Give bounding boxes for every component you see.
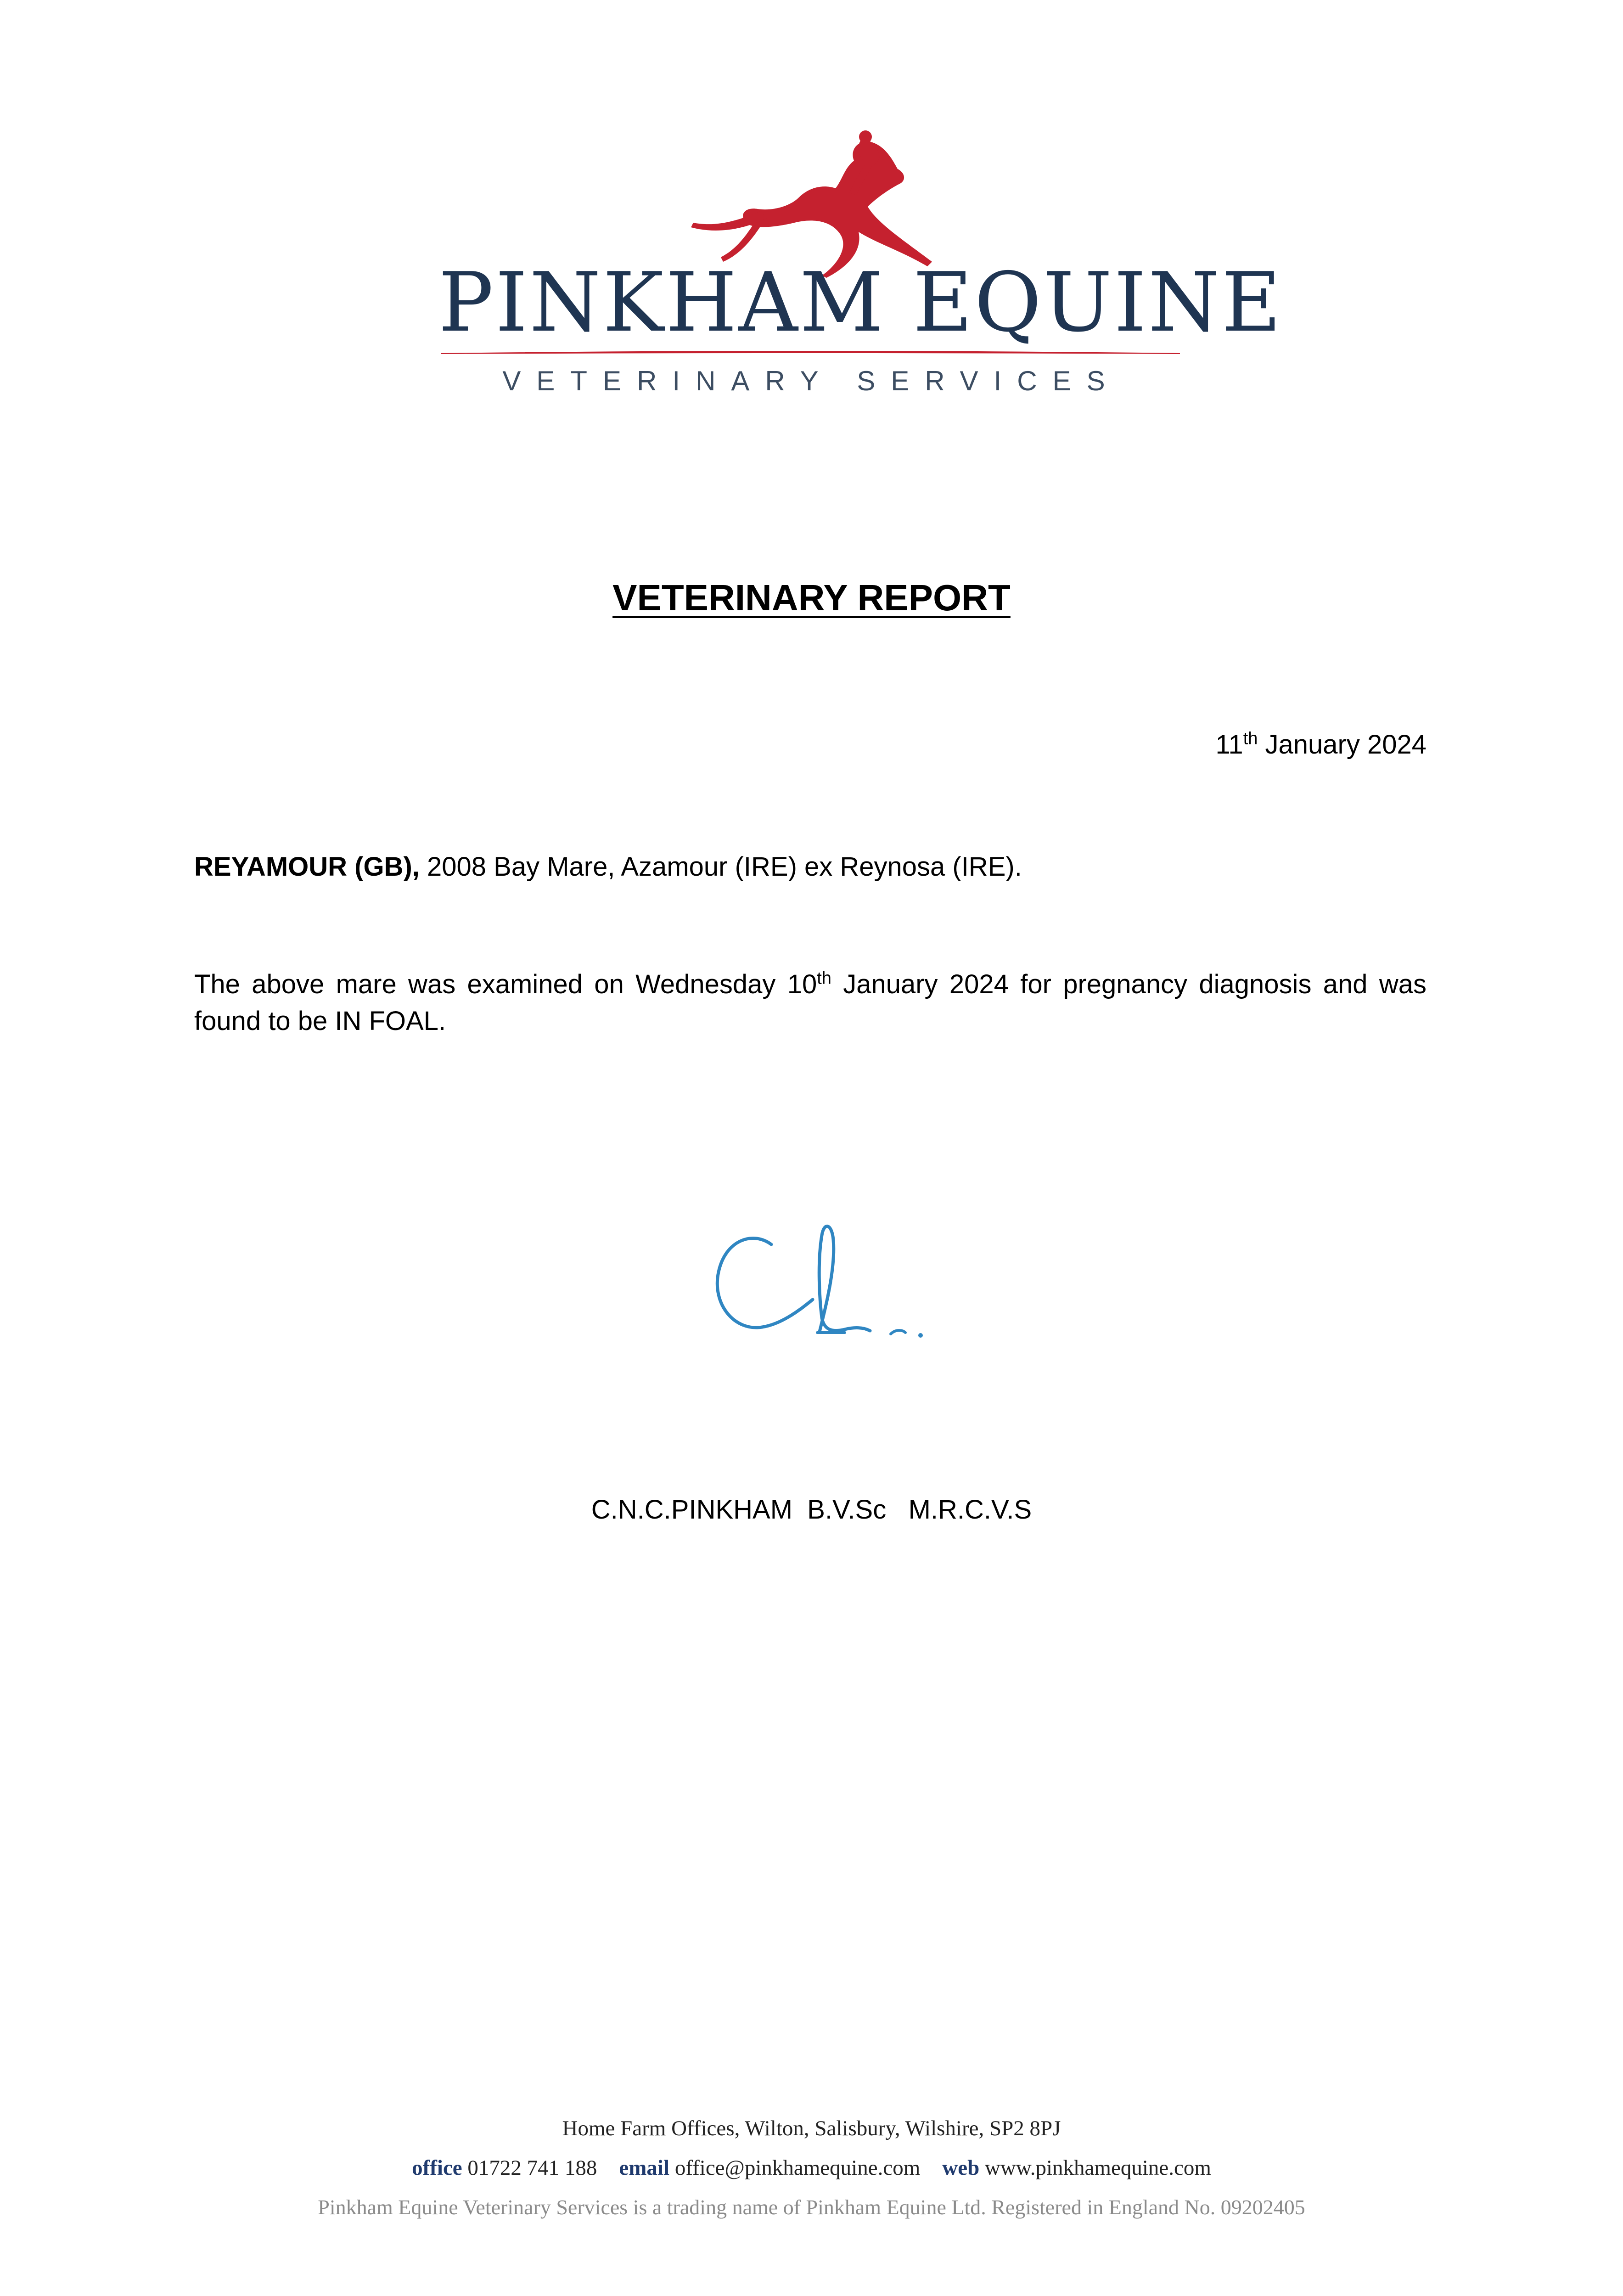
report-date: 11th January 2024 xyxy=(1215,729,1426,760)
logo-underline-rule xyxy=(441,348,1180,357)
footer-address: Home Farm Offices, Wilton, Salisbury, Wilshire, SP2 8PJ xyxy=(562,2116,1061,2140)
web-address: www.pinkhamequine.com xyxy=(979,2156,1211,2180)
footer-contact xyxy=(0,2157,1623,2179)
logo-company-name: PINKHAM EQUINE xyxy=(438,255,1283,350)
report-title: VETERINARY REPORT xyxy=(612,577,1011,618)
handwritten-signature xyxy=(707,1212,946,1368)
company-logo xyxy=(0,0,1623,413)
email-address: office@pinkhamequine.com xyxy=(669,2156,921,2180)
horse-description: 2008 Bay Mare, Azamour (IRE) ex Reynosa (IRE). xyxy=(419,852,1022,882)
email-label: email xyxy=(619,2156,670,2180)
horse-name: REYAMOUR (GB), xyxy=(194,852,420,882)
office-label: office xyxy=(412,2156,462,2180)
signatory-name: C.N.C.PINKHAM B.V.Sc M.R.C.V.S xyxy=(591,1495,1032,1525)
web-label: web xyxy=(942,2156,980,2180)
logo-subtitle: VETERINARY SERVICES xyxy=(502,366,1121,396)
horse-details xyxy=(194,849,1022,885)
footer-legal-notice: Pinkham Equine Veterinary Services is a trading name of Pinkham Equine Ltd. Registered in England No. 09202405 xyxy=(318,2195,1305,2219)
office-phone: 01722 741 188 xyxy=(462,2156,597,2180)
examination-statement: The above mare was examined on Wednesday 10th January 2024 for pregnancy diagnosis and was found to be IN FOAL. xyxy=(194,968,1426,1036)
